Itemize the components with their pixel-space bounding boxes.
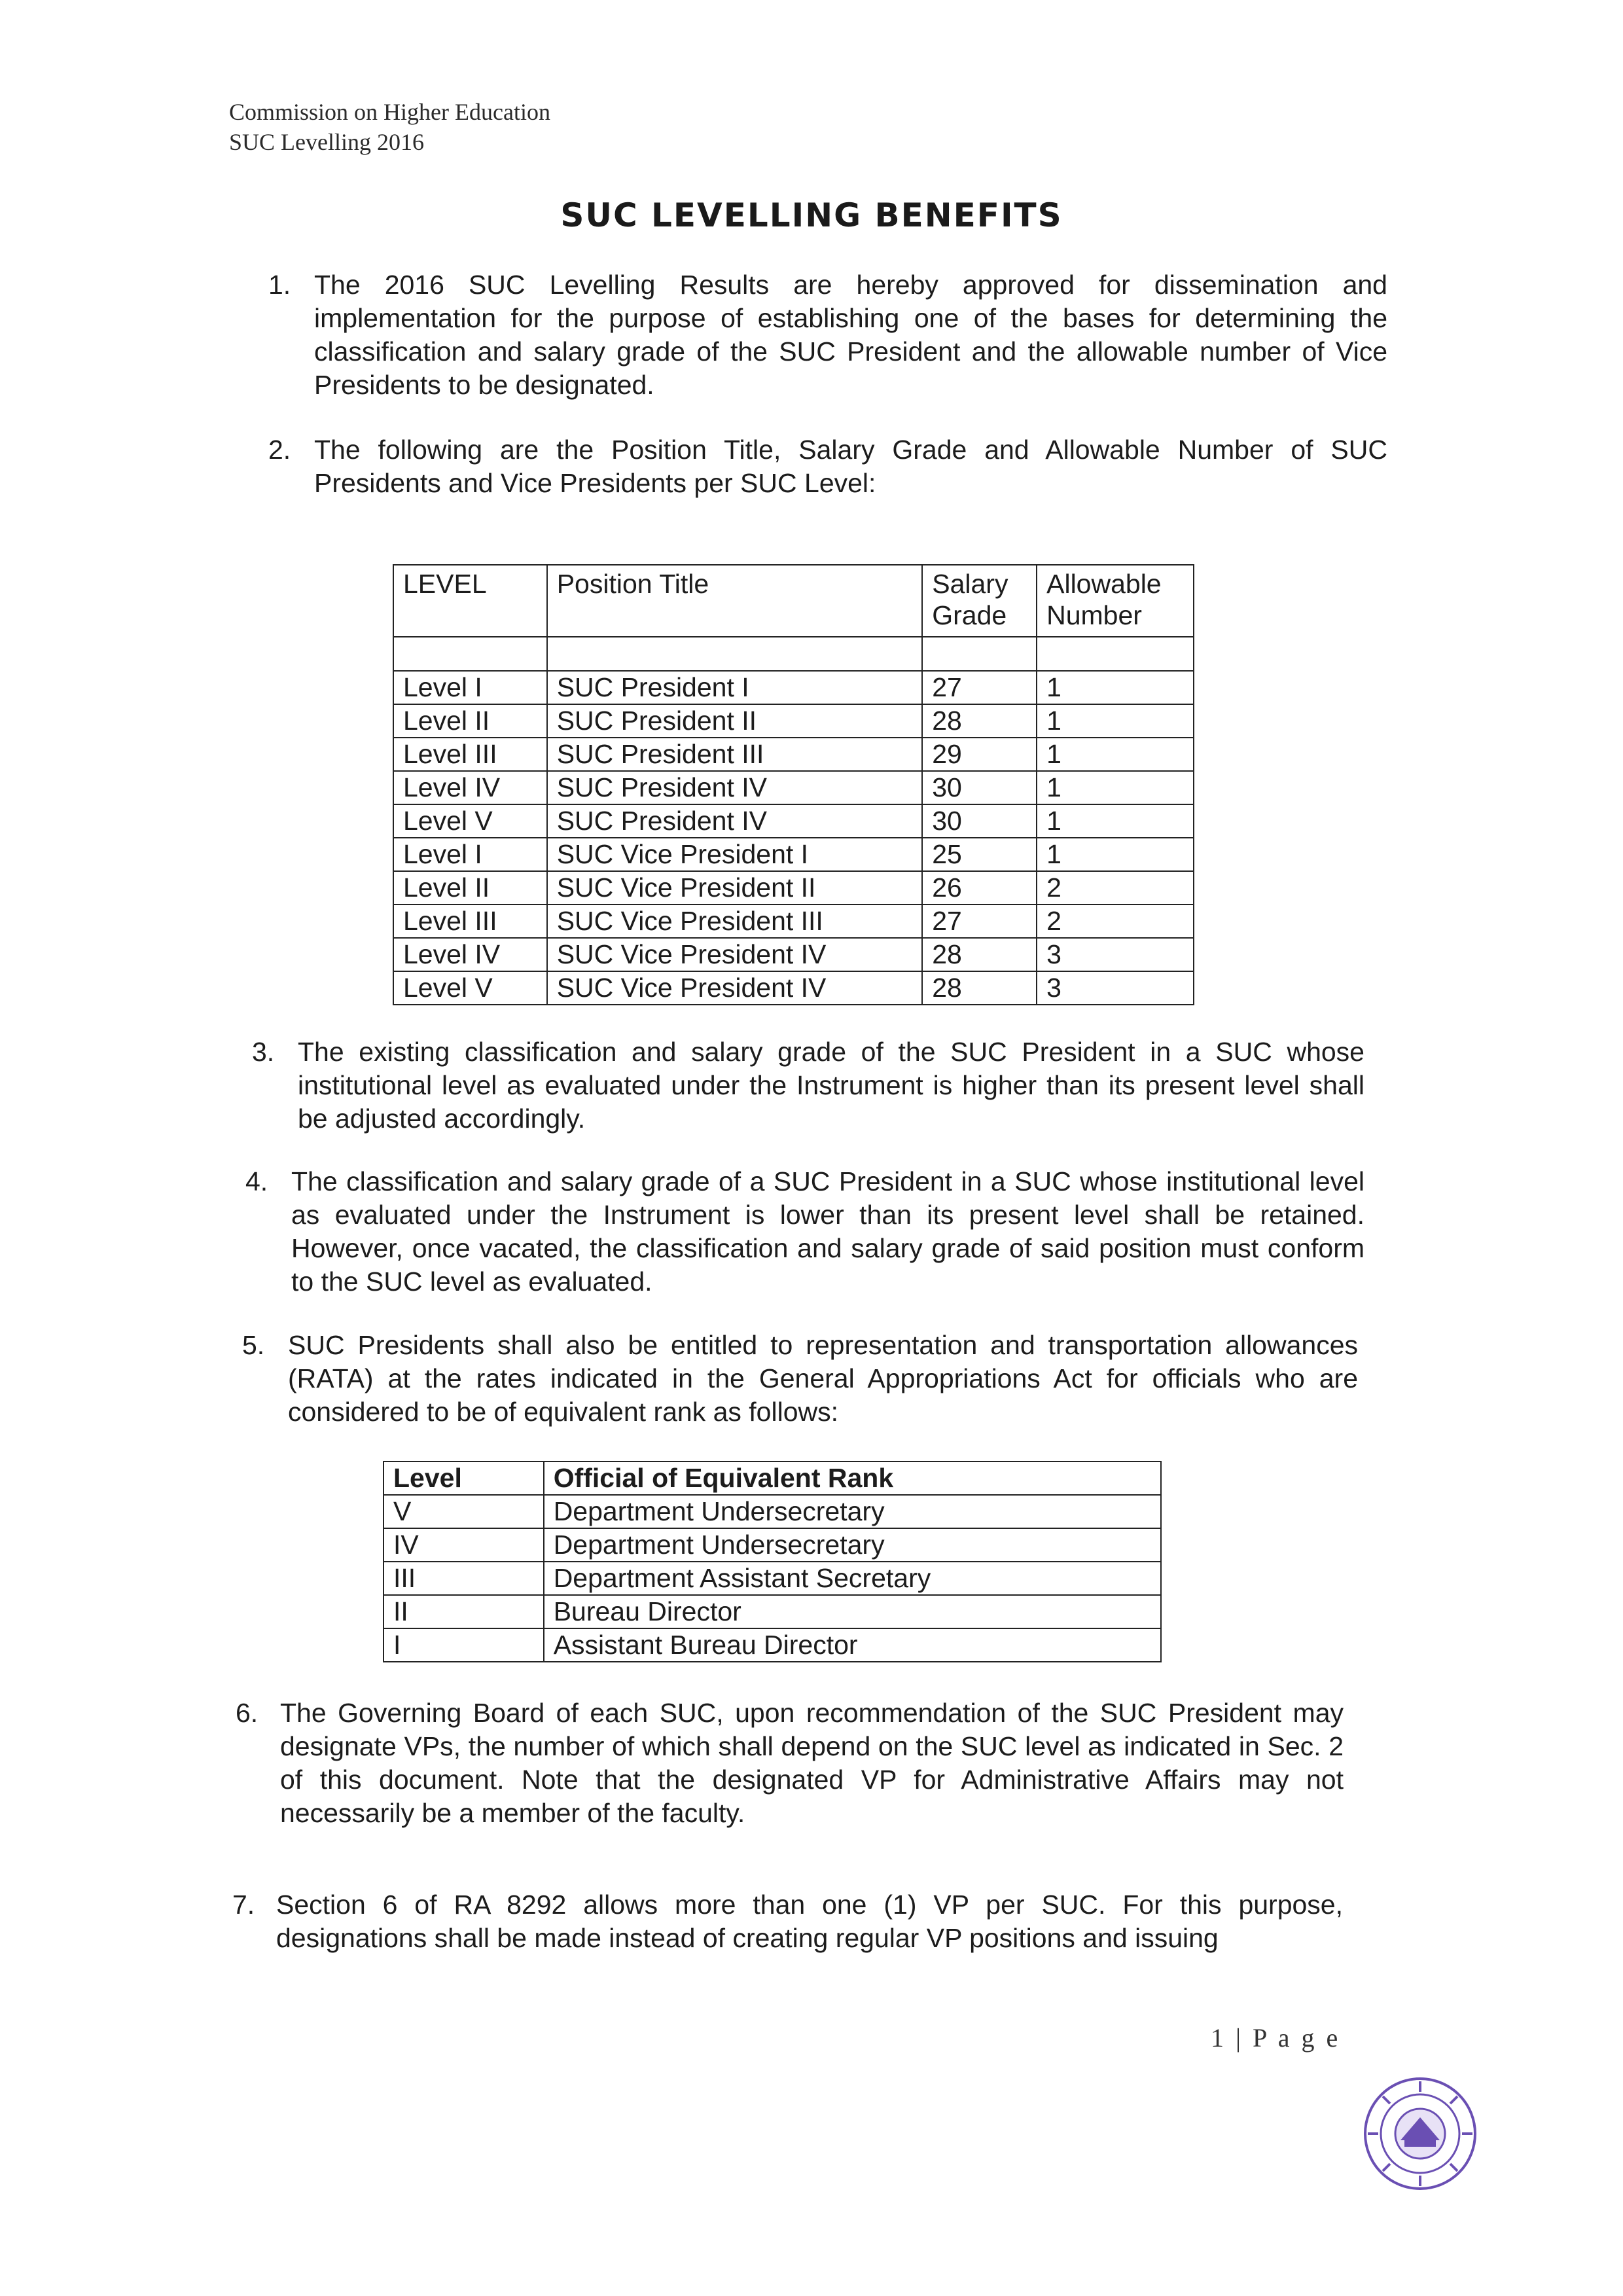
cell: Level V <box>393 971 547 1005</box>
cell: V <box>383 1495 544 1528</box>
cell: 26 <box>922 871 1037 905</box>
cell: 28 <box>922 971 1037 1005</box>
cell: Level II <box>393 871 547 905</box>
column-header: Salary Grade <box>922 565 1037 637</box>
column-header: Allowable Number <box>1037 565 1194 637</box>
cell: I <box>383 1628 544 1662</box>
item-text: The Governing Board of each SUC, upon recommendation of the SUC President may designate VPs, the number of which shall depend on the SUC level as indicated in Sec. 2 of this document. Note that the designated VP for Administrative Affairs may not necessarily be a member of the faculty. <box>280 1698 1344 1828</box>
cell: SUC Vice President IV <box>547 938 923 971</box>
equivalent-rank-table <box>383 1461 1162 1662</box>
table-row <box>393 871 1194 905</box>
cell: IV <box>383 1528 544 1562</box>
cell: 28 <box>922 938 1037 971</box>
item-number: 4. <box>245 1166 268 1196</box>
item-number: 3. <box>252 1037 275 1067</box>
cell: SUC President I <box>547 671 923 704</box>
cell: 1 <box>1037 671 1194 704</box>
document-header <box>229 97 550 157</box>
item-number: 1. <box>268 270 291 300</box>
cell: SUC President IV <box>547 804 923 838</box>
header-subtitle: SUC Levelling 2016 <box>229 129 424 155</box>
table-row <box>393 838 1194 871</box>
table-row <box>383 1595 1161 1628</box>
cell: 1 <box>1037 704 1194 738</box>
table-row <box>393 704 1194 738</box>
cell: Level IV <box>393 771 547 804</box>
table-row <box>383 1528 1161 1562</box>
item-text: The classification and salary grade of a SUC President in a SUC whose institutional level as evaluated under the Instrument is lower than its present level shall be retained. However, once vacated, the classification and salary grade of said position must conform to the SUC level as evaluated. <box>291 1166 1364 1297</box>
cell: Assistant Bureau Director <box>544 1628 1161 1662</box>
cell: 27 <box>922 671 1037 704</box>
cell: 2 <box>1037 905 1194 938</box>
cell: SUC President IV <box>547 771 923 804</box>
cell: Department Assistant Secretary <box>544 1562 1161 1595</box>
item-text: The existing classification and salary grade of the SUC President in a SUC whose institutional level as evaluated under the Instrument is higher than its present level shall be adjusted accordingly. <box>298 1037 1364 1134</box>
cell: SUC President III <box>547 738 923 771</box>
table-row <box>383 1495 1161 1528</box>
table-header-row <box>383 1462 1161 1495</box>
page-number: 1 | P a g e <box>1211 2023 1341 2053</box>
page-title: SUC LEVELLING BENEFITS <box>560 196 1063 234</box>
table-row <box>393 971 1194 1005</box>
cell: 30 <box>922 771 1037 804</box>
cell: II <box>383 1595 544 1628</box>
commission-seal-icon <box>1361 2075 1479 2193</box>
table-row <box>383 1562 1161 1595</box>
column-header: LEVEL <box>393 565 547 637</box>
item-number: 2. <box>268 435 291 465</box>
table-row <box>393 804 1194 838</box>
cell: Level V <box>393 804 547 838</box>
cell: 3 <box>1037 938 1194 971</box>
levels-table <box>393 564 1194 1005</box>
cell: SUC Vice President III <box>547 905 923 938</box>
cell: Level III <box>393 738 547 771</box>
table-row <box>393 738 1194 771</box>
item-text: SUC Presidents shall also be entitled to representation and transportation allowances (RATA) at the rates indicated in the General Appropriations Act for officials who are considered to be of equivalent rank as follows: <box>288 1330 1358 1427</box>
cell: 1 <box>1037 804 1194 838</box>
cell: 1 <box>1037 738 1194 771</box>
table-row <box>393 905 1194 938</box>
cell: 1 <box>1037 838 1194 871</box>
column-header: Level <box>383 1462 544 1495</box>
cell: SUC Vice President I <box>547 838 923 871</box>
cell: Level IV <box>393 938 547 971</box>
cell: Department Undersecretary <box>544 1528 1161 1562</box>
cell: Level III <box>393 905 547 938</box>
item-text: Section 6 of RA 8292 allows more than one (1) VP per SUC. For this purpose, designations shall be made instead of creating regular VP positions and issuing <box>276 1890 1343 1953</box>
header-organization: Commission on Higher Education <box>229 99 550 125</box>
cell: SUC Vice President II <box>547 871 923 905</box>
cell: 3 <box>1037 971 1194 1005</box>
cell: 28 <box>922 704 1037 738</box>
cell: Level I <box>393 838 547 871</box>
table-header-row <box>393 565 1194 637</box>
cell: Level I <box>393 671 547 704</box>
cell: 29 <box>922 738 1037 771</box>
table-row <box>393 771 1194 804</box>
cell: Bureau Director <box>544 1595 1161 1628</box>
cell: 1 <box>1037 771 1194 804</box>
item-text: The following are the Position Title, Salary Grade and Allowable Number of SUC Presidents and Vice Presidents per SUC Level: <box>314 435 1387 498</box>
table-row <box>393 671 1194 704</box>
table-row <box>383 1628 1161 1662</box>
cell: 25 <box>922 838 1037 871</box>
column-header: Position Title <box>547 565 923 637</box>
cell: 27 <box>922 905 1037 938</box>
cell: Level II <box>393 704 547 738</box>
column-header: Official of Equivalent Rank <box>544 1462 1161 1495</box>
item-number: 5. <box>242 1330 265 1360</box>
cell: 30 <box>922 804 1037 838</box>
cell: SUC Vice President IV <box>547 971 923 1005</box>
item-text: The 2016 SUC Levelling Results are hereby approved for dissemination and implementation for the purpose of establishing one of the bases for determining the classification and salary grade of the SUC President and the allowable number of Vice Presidents to be designated. <box>314 270 1387 400</box>
cell: III <box>383 1562 544 1595</box>
cell: SUC President II <box>547 704 923 738</box>
table-row <box>393 938 1194 971</box>
item-number: 6. <box>236 1698 259 1728</box>
table-spacer-row <box>393 637 1194 671</box>
cell: Department Undersecretary <box>544 1495 1161 1528</box>
item-number: 7. <box>232 1890 255 1920</box>
cell: 2 <box>1037 871 1194 905</box>
